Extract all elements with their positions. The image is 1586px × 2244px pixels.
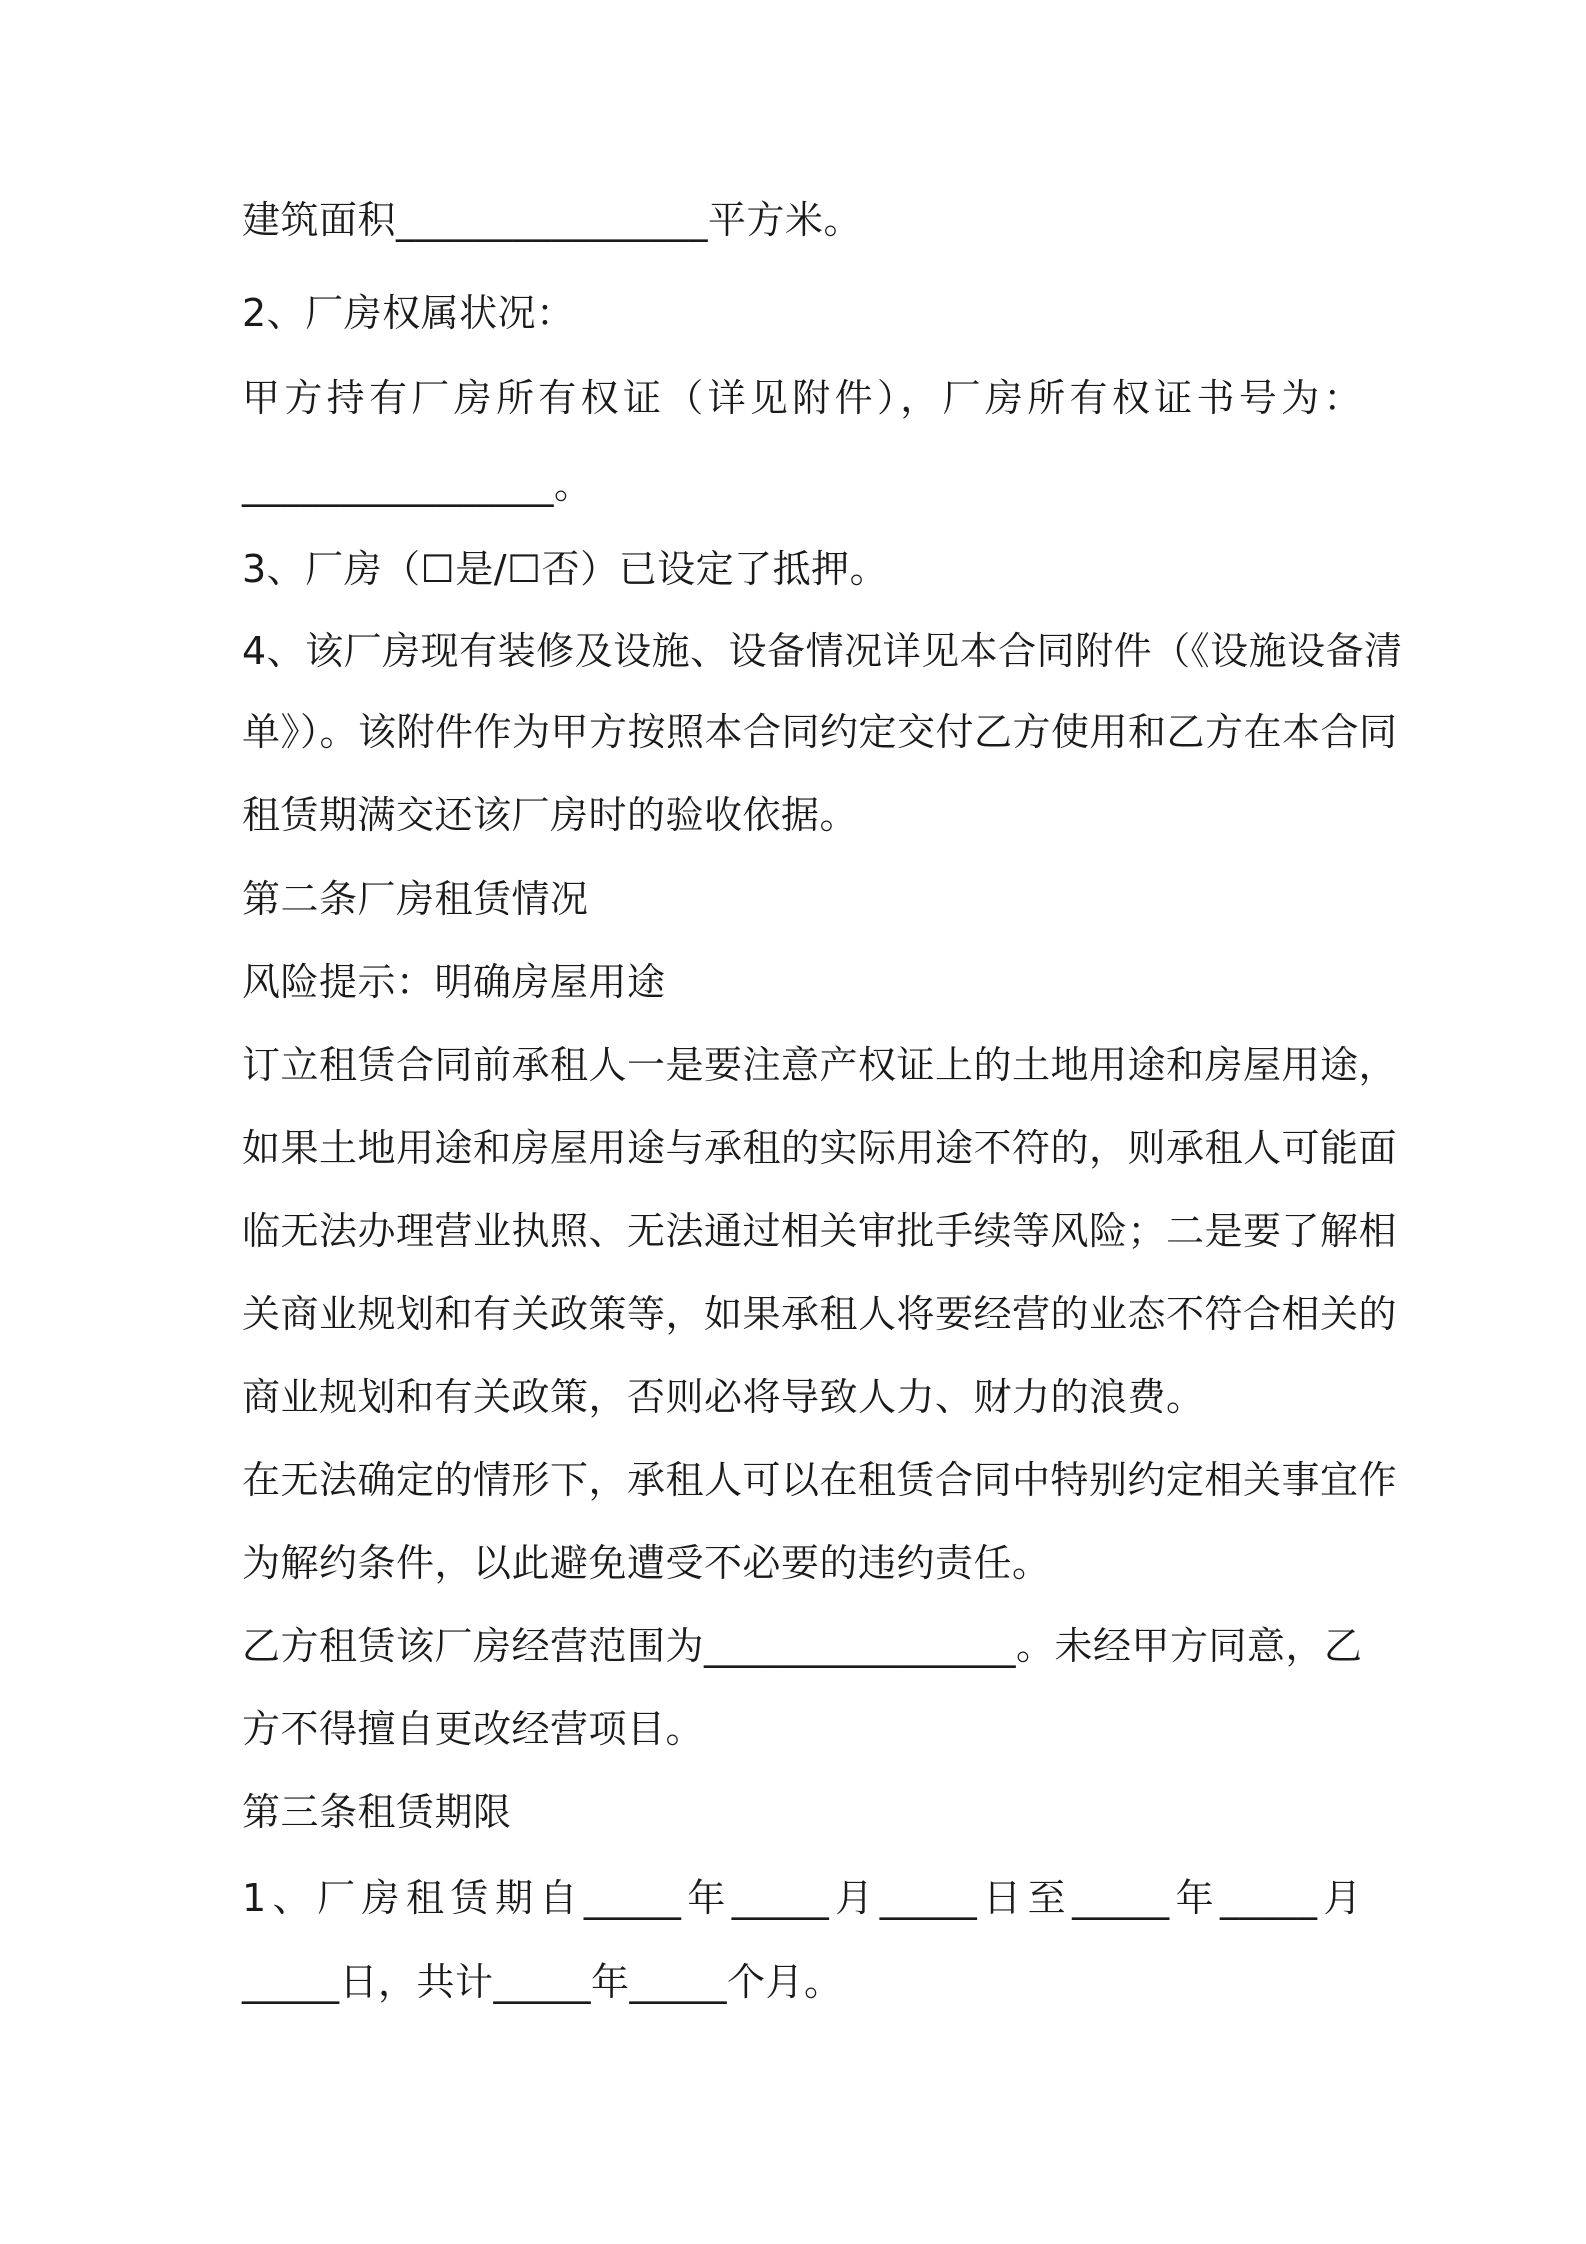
text-line-risk-2: 如果土地用途和房屋用途与承租的实际用途不符的，则承租人可能面 [242, 1126, 1398, 1170]
section-heading-article-2: 第二条厂房租赁情况 [242, 877, 589, 921]
section-heading-article-3: 第三条租赁期限 [242, 1790, 512, 1834]
text-line-building-area: 建筑面积________________平方米。 [242, 198, 863, 242]
text-line-business-scope-1: 乙方租赁该厂房经营范围为________________。未经甲方同意，乙 [242, 1624, 1363, 1668]
text-line-business-scope-2: 方不得擅自更改经营项目。 [242, 1707, 705, 1751]
text-line-facilities-2: 单》）。该附件作为甲方按照本合同约定交付乙方使用和乙方在本合同 [242, 710, 1398, 754]
text-line-ownership-certificate: 甲方持有厂房所有权证（详见附件），厂房所有权证书号为： [242, 376, 1362, 420]
text-line-risk-1: 订立租赁合同前承租人一是要注意产权证上的土地用途和房屋用途， [242, 1043, 1398, 1087]
text-line-facilities-1: 4、该厂房现有装修及设施、设备情况详见本合同附件（《设施设备清 [242, 629, 1403, 673]
text-line-lease-term-1: 1、厂房租赁期自_____年_____月_____日至_____年_____月 [242, 1876, 1362, 1920]
text-line-certificate-number-blank: ________________。 [242, 463, 593, 507]
text-line-lease-term-2: _____日，共计_____年_____个月。 [242, 1960, 843, 2004]
text-line-uncertain-1: 在无法确定的情形下，承租人可以在租赁合同中特别约定相关事宜作 [242, 1458, 1398, 1502]
text-line-risk-5: 商业规划和有关政策，否则必将导致人力、财力的浪费。 [242, 1375, 1205, 1419]
text-line-uncertain-2: 为解约条件，以此避免遭受不必要的违约责任。 [242, 1541, 1051, 1585]
text-line-ownership-heading: 2、厂房权属状况： [242, 291, 575, 335]
text-line-risk-notice: 风险提示：明确房屋用途 [242, 960, 666, 1004]
text-line-risk-4: 关商业规划和有关政策等，如果承租人将要经营的业态不符合相关的 [242, 1292, 1398, 1336]
text-line-risk-3: 临无法办理营业执照、无法通过相关审批手续等风险；二是要了解相 [242, 1209, 1398, 1253]
text-line-mortgage: 3、厂房（☐是/☐否）已设定了抵押。 [242, 547, 889, 591]
text-line-facilities-3: 租赁期满交还该厂房时的验收依据。 [242, 793, 859, 837]
